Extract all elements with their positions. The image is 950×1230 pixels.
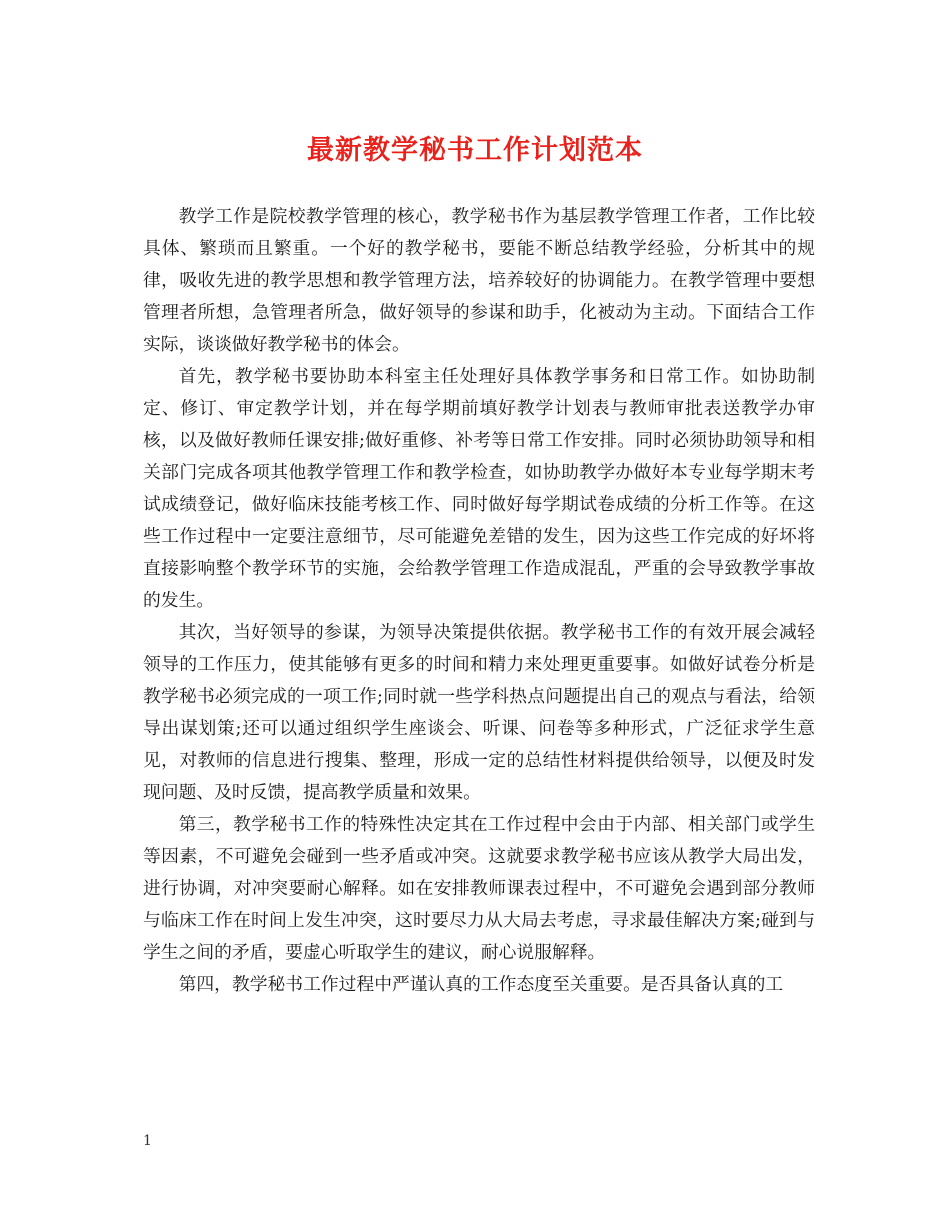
document-body (143, 201, 815, 1001)
paragraph-fourth: 第四，教学秘书工作过程中严谨认真的工作态度至关重要。是否具备认真的工 (178, 974, 784, 995)
document-title: 最新教学秘书工作计划范本 (307, 135, 643, 166)
paragraph-first: 首先，教学秘书要协助本科室主任处理好具体教学事务和日常工作。如协助制定、修订、审定教学计划，并在每学期前填好教学计划表与教师审批表送教学办审核，以及做好教师任课安排;做好重修、补考等日常工作安排。同时必须协助领导和相关部门完成各项其他教学管理工作和教学检查，如协助教学办做好本专业每学期末考试成绩登记，做好临床技能考核工作、同时做好每学期试卷成绩的分析工作等。在这些工作过程中一定要注意细节，尽可能避免差错的发生，因为这些工作完成的好坏将直接影响整个教学环节的实施，会给教学管理工作造成混乱，严重的会导致教学事故的发生。 (143, 366, 815, 611)
paragraph-second: 其次，当好领导的参谋，为领导决策提供依据。教学秘书工作的有效开展会减轻领导的工作压力，使其能够有更多的时间和精力来处理更重要事。如做好试卷分析是教学秘书必须完成的一项工作;同时就一些学科热点问题提出自己的观点与看法，给领导出谋划策;还可以通过组织学生座谈会、听课、问卷等多种形式，广泛征求学生意见，对教师的信息进行搜集、整理，形成一定的总结性材料提供给领导，以便及时发现问题、及时反馈，提高教学质量和效果。 (143, 622, 815, 803)
paragraph-third: 第三，教学秘书工作的特殊性决定其在工作过程中会由于内部、相关部门或学生等因素，不可避免会碰到一些矛盾或冲突。这就要求教学秘书应该从教学大局出发，进行协调，对冲突要耐心解释。如在安排教师课表过程中，不可避免会遇到部分教师与临床工作在时间上发生冲突，这时要尽力从大局去考虑，寻求最佳解决方案;碰到与学生之间的矛盾，要虚心听取学生的建议，耐心说服解释。 (143, 814, 815, 963)
paragraph-intro: 教学工作是院校教学管理的核心，教学秘书作为基层教学管理工作者，工作比较具体、繁琐而且繁重。一个好的教学秘书，要能不断总结教学经验，分析其中的规律，吸收先进的教学思想和教学管理方法，培养较好的协调能力。在教学管理中要想管理者所想，急管理者所急，做好领导的参谋和助手，化被动为主动。下面结合工作实际，谈谈做好教学秘书的体会。 (143, 206, 815, 355)
page-number: 1 (143, 1133, 152, 1149)
